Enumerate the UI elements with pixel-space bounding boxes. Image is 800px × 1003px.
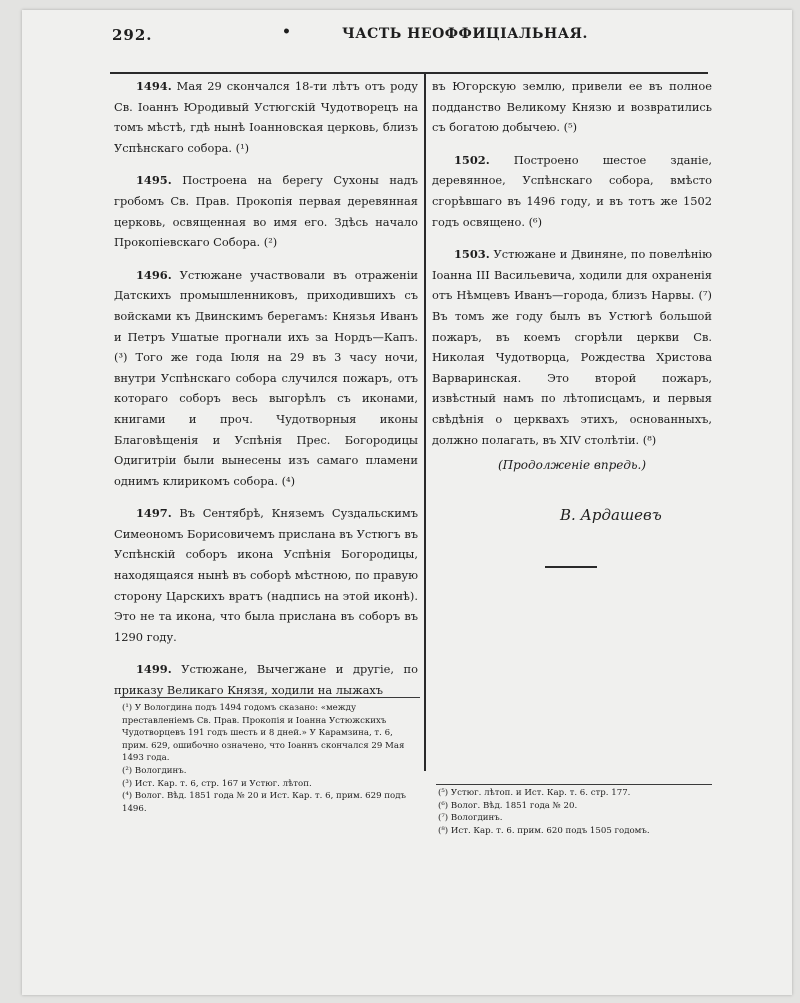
footnote: (⁵) Устюг. лѣтоп. и Ист. Кар. т. 6. стр. 177. [438, 788, 631, 798]
entry-text: Мая 29 скончался 18-ти лѣтъ отъ роду Св. Іоаннъ Юродивый Устюгскій Чудотворецъ на томъ мѣстѣ, гдѣ нынѣ Іоанновская церковь, близъ Успѣнскаго собора. (¹) [114, 79, 418, 155]
entry-year: 1494. [136, 79, 172, 93]
author-signature: В. Ардашевъ [560, 506, 662, 524]
entry-1502 [432, 150, 712, 232]
entry-year: 1503. [454, 247, 490, 262]
entry-text: Устюжане и Двиняне, по повелѣнію Іоанна III Васильевича, ходили для охраненія отъ Нѣмцевъ Иванъ—города, близъ Нарвы. (⁷) Въ томъ же году былъ въ Устюгѣ большой пожаръ, въ коемъ сгорѣли церкви Св. Николая Чудотворца, Рождества Христова Варваринская. Это второй пожаръ, извѣстный намъ по лѣтописцамъ, и первыя свѣдѣнія о церквахъ этихъ, основанныхъ, должно полагать, въ XIV столѣтіи. (⁸) [432, 247, 712, 447]
entry-text: Построена на берегу Сухоны надъ гробомъ Св. Прав. Прокопія первая деревянная церковь, освященная во имя его. Здѣсь начало Прокопіевскаго Собора. (²) [114, 173, 418, 250]
entry-text: Въ Сентябрѣ, Княземъ Суздальскимъ Симеономъ Борисовичемъ прислана въ Устюгъ въ Успѣнскій соборъ икона Успѣнія Богородицы, находящаяся нынѣ въ соборѣ мѣстною, по правую сторону Царскихъ вратъ (надпись на этой иконѣ). Это не та икона, что была прислана въ соборъ въ 1290 году. [114, 506, 418, 644]
page-number: 292. [112, 26, 153, 44]
entry-year: 1502. [454, 152, 490, 167]
footnote-rule-right [436, 784, 712, 785]
footnote: (⁶) Волог. Вѣд. 1851 года № 20. [438, 800, 578, 811]
entry-text: Устюжане участвовали въ отраженіи Датскихъ промышленниковъ, приходившихъ съ войсками къ Двинскимъ берегамъ: Князья Иванъ и Петръ Ушатые прогнали ихъ за Нордъ—Капъ. (³) Того же года Іюля на 29 въ 3 часу ночи, внутри Успѣнскаго собора случился пожаръ, отъ котораго соборъ весь выгорѣлъ съ иконами, книгами и проч. Чудотворныя иконы Благовѣщенія и Успѣнія Прес. Богородицы Одигитріи были вынесены изъ самаго пламени однимъ клирикомъ собора. (⁴) [114, 267, 418, 488]
entry-text: Построено шестое зданіе, деревянное, Успѣнскаго собора, вмѣсто сгорѣвшаго въ 1496 году, и въ тотъ же 1502 годъ освящено. (⁶) [432, 152, 713, 229]
footnotes-right [438, 787, 712, 837]
entry-1499 [114, 659, 418, 700]
footnote: (¹) У Вологдина подъ 1494 годомъ сказано: «между преставленіемъ Св. Прав. Прокопія и Іоанна Устюжскихъ Чудотворцевъ 191 годъ шесть и 8 дней.» У Карамзина, т. 6, прим. 629, ошибочно означено, что Іоаннъ скончался 29 Мая 1493 года. [122, 703, 405, 764]
footnote: (⁸) Ист. Кар. т. 6. прим. 620 подъ 1505 годомъ. [438, 825, 650, 836]
running-title: ЧАСТЬ НЕОФФИЦІАЛЬНАЯ. [342, 26, 588, 42]
footnote: (²) Вологдинъ. [122, 765, 187, 776]
header-ornament: • [282, 24, 292, 40]
page-header [112, 26, 672, 48]
entry-text: въ Югорскую землю, привели ее въ полное подданство Великому Князю и возвратились съ богатою добычею. (⁵) [432, 79, 712, 135]
entry-text: Устюжане, Вычегжане и другіе, по приказу Великаго Князя, ходили на лыжахъ [114, 662, 418, 698]
to-be-continued-note: (Продолженіе впредь.) [497, 458, 647, 472]
entry-1494 [114, 76, 418, 158]
closing-rule [545, 566, 597, 568]
entry-1495 [114, 170, 418, 252]
footnotes-left [122, 702, 420, 815]
entry-year: 1497. [136, 506, 172, 521]
left-column [114, 76, 418, 713]
entry-year: 1499. [136, 662, 172, 677]
entry-1496 [114, 265, 418, 492]
entry-1499-continued [432, 76, 712, 138]
entry-year: 1496. [136, 267, 172, 282]
entry-1497 [114, 503, 418, 647]
footnote: (⁴) Волог. Вѣд. 1851 года № 20 и Ист. Кар. т. 6, прим. 629 подъ 1496. [122, 791, 406, 814]
footnote-rule-left [120, 697, 420, 698]
column-divider [424, 74, 426, 771]
footnote: (³) Ист. Кар. т. 6, стр. 167 и Устюг. лѣтоп. [122, 778, 312, 789]
entry-1503 [432, 244, 712, 450]
right-column [432, 76, 712, 462]
header-rule [110, 72, 708, 74]
footnote: (⁷) Вологдинъ. [438, 813, 503, 824]
entry-year: 1495. [136, 173, 172, 188]
